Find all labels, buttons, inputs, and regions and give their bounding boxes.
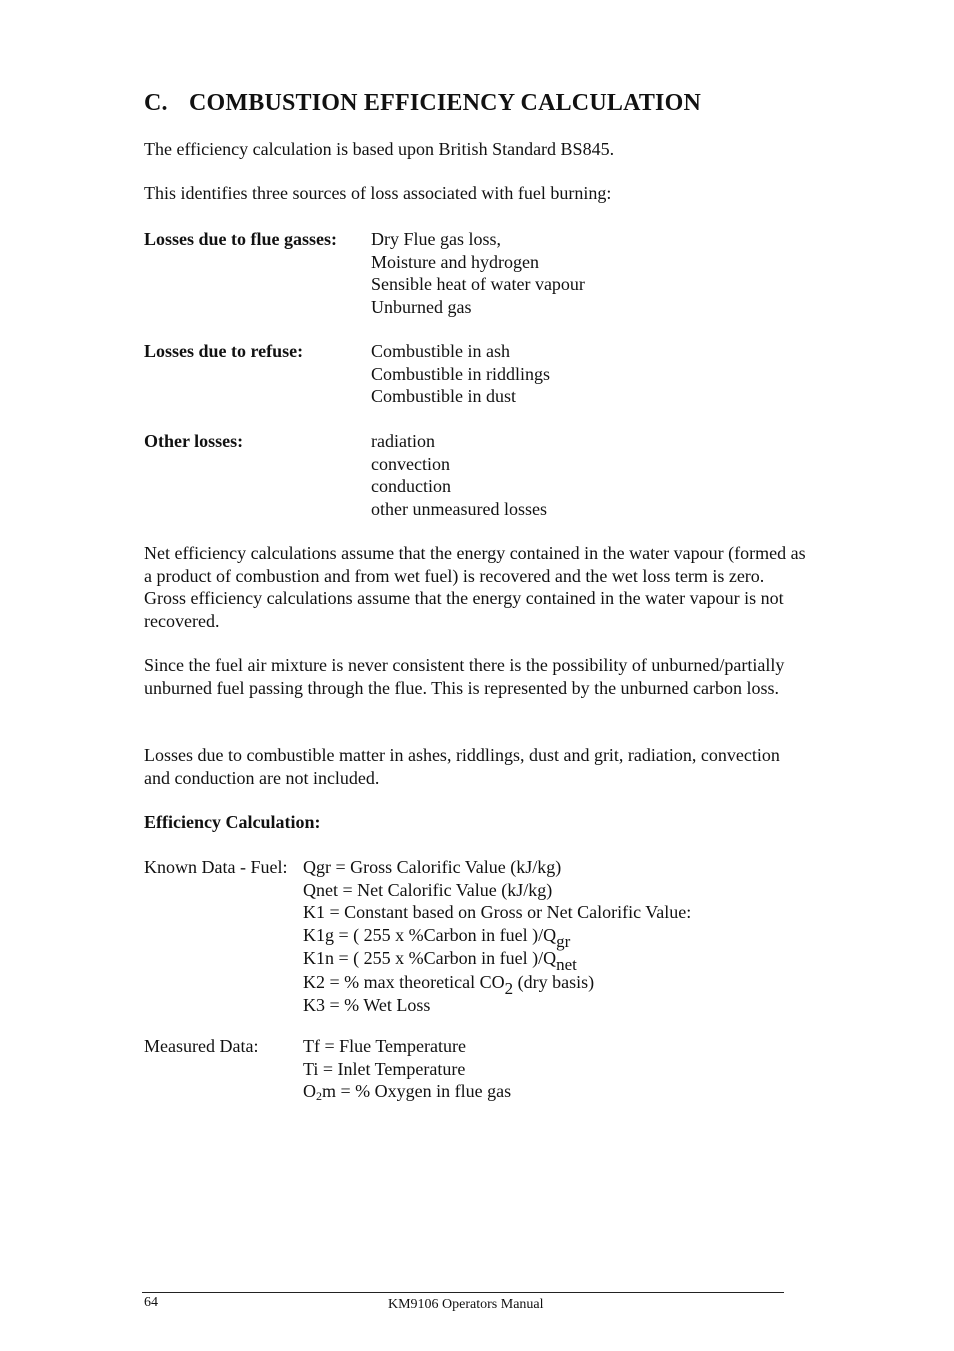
list-item: Sensible heat of water vapour [371, 274, 585, 294]
list-item: Combustible in dust [371, 386, 517, 406]
k1g-formula-text: K1g = ( 255 x %Carbon in fuel )/Q [303, 924, 557, 945]
measured-data-label: Measured Data: [144, 1036, 259, 1056]
unburned-paragraph: Since the fuel air mixture is never consistent there is the possibility of unburned/partially unburned fuel passing through the flue. This is represented by the unburned carbon loss. [144, 655, 785, 698]
other-losses-label: Other losses: [144, 431, 244, 451]
k2-definition-text: K2 = % max theoretical CO [303, 971, 505, 992]
k2-definition-tail: (dry basis) [513, 971, 595, 992]
ti-definition: Ti = Inlet Temperature [303, 1058, 466, 1079]
k1n-subscript: net [556, 955, 577, 974]
qgr-definition: Qgr = Gross Calorific Value (kJ/kg) [303, 857, 562, 877]
list-item: convection [371, 453, 450, 474]
section-heading [144, 88, 701, 118]
list-item: Unburned gas [371, 296, 472, 317]
list-item: Dry Flue gas loss, [371, 229, 501, 249]
efficiency-calculation-title: Efficiency Calculation: [144, 812, 321, 832]
qnet-definition: Qnet = Net Calorific Value (kJ/kg) [303, 879, 553, 900]
flue-gas-losses-list [371, 228, 585, 318]
flue-gas-losses-label: Losses due to flue gasses: [144, 229, 338, 249]
other-losses-list [371, 430, 547, 520]
list-item: radiation [371, 431, 435, 451]
excluded-losses-paragraph: Losses due to combustible matter in ashes, riddlings, dust and grit, radiation, convection and conduction are not included. [144, 745, 780, 788]
co2-subscript: 2 [504, 978, 514, 998]
k2-definition [303, 971, 691, 998]
k1n-formula-text: K1n = ( 255 x %Carbon in fuel )/Q [303, 948, 557, 968]
k1n-formula [303, 947, 691, 974]
measured-data-list [303, 1035, 511, 1105]
list-item: conduction [371, 476, 451, 496]
known-data-label: Known Data - Fuel: [144, 857, 288, 877]
refuse-losses-list [371, 340, 550, 408]
refuse-losses-label: Losses due to refuse: [144, 341, 304, 361]
intro-paragraph-1: The efficiency calculation is based upon British Standard BS845. [144, 139, 615, 159]
section-title: COMBUSTION EFFICIENCY CALCULATION [189, 90, 701, 116]
o2m-tail: m = % Oxygen in flue gas [322, 1081, 512, 1101]
list-item: Moisture and hydrogen [371, 251, 539, 272]
list-item: Combustible in riddlings [371, 363, 551, 384]
o2m-text: O [303, 1081, 316, 1101]
intro-paragraph-2: This identifies three sources of loss associated with fuel burning: [144, 183, 612, 203]
k1g-formula [303, 924, 691, 951]
k1g-subscript: gr [556, 931, 571, 951]
section-number: C. [144, 90, 168, 116]
net-gross-paragraph: Net efficiency calculations assume that the energy contained in the water vapour (formed as a product of combustion and from wet fuel) is recovered and the wet loss term is zero. Gross efficiency calculations assume that the energy contained in the water vapour is not recovered. [144, 543, 806, 631]
k3-definition: K3 = % Wet Loss [303, 995, 431, 1015]
list-item: Combustible in ash [371, 341, 510, 361]
footer-divider [142, 1292, 784, 1293]
known-data-list [303, 856, 691, 1017]
tf-definition: Tf = Flue Temperature [303, 1036, 467, 1056]
page-number: 64 [144, 1295, 158, 1310]
o2m-definition [303, 1080, 511, 1105]
list-item: other unmeasured losses [371, 498, 547, 519]
k1-definition: K1 = Constant based on Gross or Net Calorific Value: [303, 902, 692, 922]
footer-title: KM9106 Operators Manual [388, 1297, 544, 1312]
o2-subscript: 2 [316, 1089, 322, 1103]
